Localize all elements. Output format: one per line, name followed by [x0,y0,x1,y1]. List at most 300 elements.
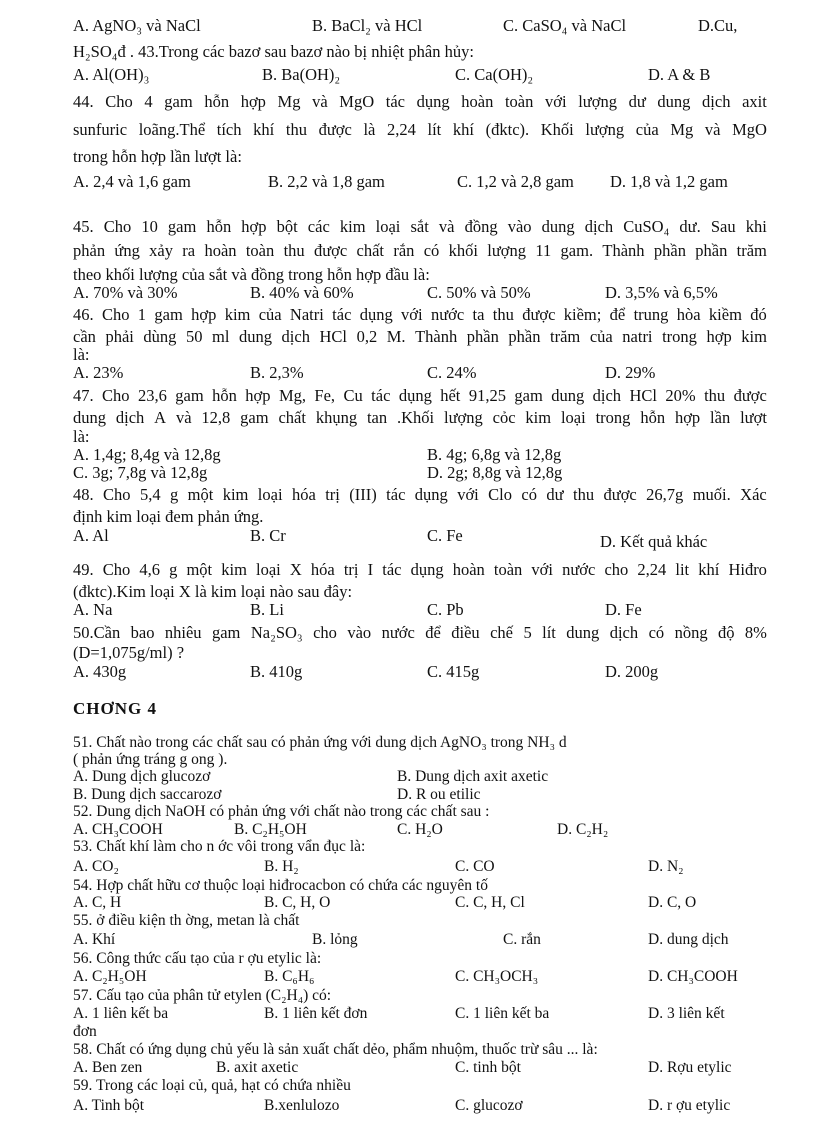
answer-option: B. 410g [250,662,303,681]
word: thu [283,241,305,260]
word: Khối [540,120,574,139]
answer-option: A. Dung dịch glucozơ [73,768,211,785]
word: tác [385,92,405,111]
word: 4 [144,92,153,111]
word: khụng [315,408,358,427]
word: lượng [444,408,483,427]
word: trị [343,560,359,579]
word: với [545,92,567,111]
answer-option: A. Ben zen [73,1059,143,1076]
question-line [73,305,767,325]
answer-option: B. lỏng [312,931,358,948]
word: của [635,120,659,139]
word: trung [633,305,669,324]
answer-option: A. CO₂ [73,858,119,875]
question-line: là: [73,427,90,446]
word: X [289,560,302,579]
word: và [704,120,721,139]
word: lít [427,120,442,139]
word: điều [451,623,480,642]
word: Cu [343,386,363,405]
word: một [186,560,213,579]
word: 20% [665,386,696,405]
word: dung [657,92,691,111]
question-line: (đktc).Kim loại X là kim loại nào sau đây: [73,582,353,601]
answer-option: C. 24% [427,363,477,382]
answer-option: A. 1,4g; 8,4g và 12,8g [73,445,221,464]
word: toàn [493,560,523,579]
word: gam [167,217,197,236]
question-line: theo khối lượng của sắt và đồng trong hỗn hợp đầu là: [73,265,430,284]
answer-option: A. C₂H₅OH [73,968,147,985]
word: 5,4 [139,485,161,504]
word: có [648,623,665,642]
word: lượt [740,408,767,427]
answer-option: D. C₂H₂ [557,821,609,838]
word: dư [546,485,564,504]
question-line [73,327,767,347]
word: Cho [101,305,130,324]
word: tác [371,386,391,405]
word: Cho [103,485,131,504]
answer-option: C. rắn [503,931,541,948]
word: dư. [679,217,701,236]
word: rắn [393,241,415,260]
chapter-heading: CHƠNG 4 [73,699,157,718]
answer-option: B. C₆H₆ [264,968,315,985]
answer-option: A. Al [73,526,109,545]
answer-option: C. 1,2 và 2,8 gam [457,172,574,191]
answer-option: C. H₂O [397,821,443,838]
word: được [313,241,348,260]
question-line: 56. Công thức cấu tạo của r ợu etylic là: [73,950,322,967]
word: 10 [141,217,158,236]
question-line [73,485,767,505]
word: cho [313,623,337,642]
word: Thành [602,241,645,260]
word: 46. [73,305,94,324]
word: Clo [488,485,513,504]
answer-option: A. 430g [73,662,127,681]
answer-option: D. 3,5% và 6,5% [605,283,718,302]
word: 48. [73,485,94,504]
word: 44. [73,92,94,111]
word: Natri [289,305,324,324]
question-line: 52. Dung dịch NaOH có phản ứng với chất nào trong các chất sau : [73,803,490,820]
word: HCl [319,327,348,346]
word: 4,6 [139,560,160,579]
answer-option: B. BaCl₂ và HCl [312,16,423,35]
word: loại [257,485,283,504]
answer-option: B. axit axetic [216,1059,299,1076]
word: Cho [105,92,133,111]
answer-option: C. Pb [427,600,464,619]
word: đó [750,305,767,324]
word: toàn [504,92,534,111]
word: (đktc). [485,120,530,139]
word: M. [386,327,406,346]
word: hóa [310,560,335,579]
word: ml [212,327,230,346]
question-line: ( phản ứng tráng g ong ). [73,751,228,768]
word: g [169,485,179,504]
word: bột [276,217,298,236]
answer-option: D. 1,8 và 1,2 gam [610,172,728,191]
word: dụng [359,305,393,324]
word: của [258,305,282,324]
word: trong [595,408,631,427]
word: Mg [670,120,694,139]
question-line: 57. Cấu tạo của phân tử etylen (C₂H₄) có: [73,987,332,1004]
word: hỗn [640,408,666,427]
word: trong [662,327,697,346]
word: sunfuric [73,120,128,139]
answer-option: C. 50% và 50% [427,283,531,302]
word: Mg [277,92,301,111]
word: phần [466,327,499,346]
word: Mg, [278,386,306,405]
answer-option: B. Li [250,600,284,619]
word: ra [182,241,196,260]
question-line: trong hỗn hợp lần lượt là: [73,147,242,166]
word: ứng [114,241,140,260]
word: lít [542,623,556,642]
word: dịch [115,408,145,427]
answer-option: A. 1 liên kết ba [73,1005,169,1022]
word: axit [742,92,767,111]
word: loại [256,560,281,579]
word: 50.Cần [73,623,121,642]
answer-option: D. 29% [605,363,656,382]
answer-option: D. r ợu etylic [648,1097,731,1114]
word: hỗn [212,386,237,405]
question-line [73,217,767,237]
word: kim [224,305,251,324]
word: tác [332,305,352,324]
answer-option: C. Fe [427,526,463,545]
word: hợp [245,386,271,405]
word: dịch [584,217,614,236]
word: cỏc [492,408,516,427]
word: tan [366,408,388,427]
answer-option: B. Dung dịch saccarozơ [73,786,222,803]
answer-option: D. Fe [605,600,642,619]
answer-option: D. N₂ [648,858,684,875]
word: xảy [149,241,173,260]
word: trăm [736,241,767,260]
word: kim [525,408,552,427]
answer-option: B. H₂ [264,858,299,875]
answer-option: C. 3g; 7,8g và 12,8g [73,463,208,482]
question-line: 54. Hợp chất hữu cơ thuộc loại hiđrocacbon có chứa các nguyên tố [73,877,488,894]
answer-option: B. Ba(OH)₂ [262,65,341,84]
word: hóa [291,485,316,504]
question-line: H₂SO₄đ . 43.Trong các bazơ sau bazơ nào bị nhiệt phân hủy: [73,42,474,61]
word: thu [704,386,726,405]
answer-option: B. 1 liên kết đơn [264,1005,368,1022]
word: phần [695,241,728,260]
word: kim [741,327,767,346]
word: kim [221,560,247,579]
question-line [73,120,767,140]
word: khí [253,120,275,139]
word: hợp [191,305,217,324]
word: phần [653,241,686,260]
word: dịch [609,623,639,642]
word: tác [382,560,402,579]
answer-option: D. CH₃COOH [648,968,738,985]
word: chế [490,623,514,642]
word: trăm [550,327,581,346]
question-line [73,92,767,112]
word: HCl [629,386,657,405]
answer-option: A. AgNO₃ và NaCl [73,16,201,35]
word: gam [154,305,183,324]
answer-option: C. CO [455,858,495,875]
answer-option: A. 70% và 30% [73,283,178,302]
question-line [73,241,767,261]
word: Thành [415,327,458,346]
word: trị [325,485,340,504]
question-line: 51. Chất nào trong các chất sau có phản ứng với dung dịch AgNO₃ trong NH₃ d [73,734,567,751]
word: gam [514,386,543,405]
answer-option: C. glucozơ [455,1097,523,1114]
word: nước [381,623,415,642]
word: khi [745,217,767,236]
word: được [318,120,352,139]
word: gam [240,408,269,427]
word: hết [440,386,461,405]
answer-option: C. CaSO₄ và NaCl [503,16,627,35]
answer-option: C. CH₃OCH₃ [455,968,539,985]
word: 47. [73,386,94,405]
word: dư [628,92,646,111]
word: dung [73,408,106,427]
word: Cho [102,560,131,579]
word: hỗn [206,217,232,236]
answer-option: D. 200g [605,662,659,681]
word: lượng [487,241,527,260]
question-line [73,386,767,406]
word: sắt [410,217,429,236]
word: nước [430,305,465,324]
answer-option: D. C, O [648,894,697,911]
word: nồng [674,623,708,642]
answer-option: C. tinh bột [455,1059,521,1076]
word: hỗn [204,92,230,111]
word: 8% [744,623,767,642]
word: loại [375,217,401,236]
word: gam [211,623,241,642]
word: A [154,408,167,427]
word: dung [566,623,600,642]
word: khối [448,241,478,260]
word: dịch [281,327,310,346]
word: được [603,485,637,504]
answer-option: A. Al(OH)₃ [73,65,150,84]
word: được [733,386,767,405]
word: dung [551,386,585,405]
word: 26,7g [646,485,684,504]
word: tích [216,120,242,139]
answer-option: A. Khí [73,931,116,948]
question-line: định kim loại đem phản ứng. [73,507,264,526]
answer-option: A. Na [73,600,113,619]
word: ta [472,305,485,324]
answer-option: B. 4g; 6,8g và 12,8g [427,445,562,464]
word: 2,24 [637,560,667,579]
word: và [438,217,455,236]
word: bao [130,623,155,642]
word: kim [339,217,366,236]
word: với [531,560,553,579]
answer-option: C. Ca(OH)₂ [455,65,534,84]
answer-option: B. C, H, O [264,894,331,911]
word: muối. [692,485,731,504]
word: tác [386,485,406,504]
word: dụng [414,485,448,504]
word: và [312,92,328,111]
word: đồng [464,217,498,236]
word: vào [347,623,372,642]
word: dụng [416,92,450,111]
word: một [187,485,214,504]
word: khí [698,560,720,579]
word: dụng [410,560,444,579]
word: kiềm [708,305,742,324]
word: hoàn [452,560,485,579]
word: hợp [674,408,701,427]
question-line: là: [73,345,90,364]
word: thu [492,305,514,324]
answer-option: B. 2,3% [250,363,304,382]
word: cho [604,560,629,579]
word: được [522,305,556,324]
word: nhiêu [164,623,202,642]
answer-option: D. dung dịch [648,931,729,948]
word: khí [452,120,474,139]
word: phải [105,327,134,346]
question-line: 59. Trong các loại củ, quả, hạt có chứa nhiều [73,1077,351,1094]
question-line [73,408,767,428]
word: hòa [676,305,701,324]
answer-option: C. 415g [427,662,480,681]
word: kiềm; [563,305,602,324]
word: của [589,327,613,346]
word: có [521,485,537,504]
word: MgO [732,120,767,139]
word: lượng [585,120,625,139]
answer-option: A. Tinh bột [73,1097,145,1114]
word: phản [73,241,106,260]
word: dịch [702,92,731,111]
answer-option: B. 40% và 60% [250,283,354,302]
answer-option: D. 2g; 8,8g và 12,8g [427,463,563,482]
question-line [73,560,767,580]
word: chất [278,408,306,427]
word: hợp [240,92,266,111]
word: dung [541,217,575,236]
word: độ [717,623,735,642]
word: dịch [592,386,622,405]
word: lit [675,560,690,579]
word: chất [356,241,385,260]
answer-option: B. 2,2 và 1,8 gam [268,172,385,191]
word: có [423,241,440,260]
word: toàn [245,241,275,260]
answer-option: C. 1 liên kết ba [455,1005,550,1022]
word: 0,2 [356,327,378,346]
word: 23,6 [137,386,167,405]
word: loại [560,408,586,427]
word: natri [622,327,653,346]
word: lần [710,408,731,427]
answer-option: B. Cr [250,526,286,545]
word: 45. [73,217,94,236]
answer-option: A. 2,4 và 1,6 gam [73,172,191,191]
word: 5 [523,623,532,642]
word: g [169,560,178,579]
word: (III) [349,485,377,504]
word: Xác [740,485,767,504]
word: và [175,408,192,427]
word: vào [507,217,532,236]
word: MgO [339,92,375,111]
question-line: 53. Chất khí làm cho n ớc vôi trong vẩn đục là: [73,838,366,855]
word: nước [562,560,596,579]
word: CuSO₄ [623,217,670,236]
word: Cho [102,386,130,405]
word: cần [73,327,96,346]
answer-option: A. C, H [73,894,122,911]
answer-option: D.Cu, [698,16,738,35]
answer-option: B. C₂H₅OH [234,821,307,838]
answer-option: B.xenlulozo [264,1097,340,1114]
word: Sau [710,217,736,236]
answer-option: D. R ou etilic [397,786,481,803]
word: phần [508,327,541,346]
word: hợp [241,217,267,236]
question-line: đơn [73,1023,97,1040]
word: 2,24 [387,120,416,139]
word: thu [573,485,595,504]
word: Cho [103,217,132,236]
answer-option: D. Rợu etylic [648,1059,732,1076]
question-line: 58. Chất có ứng dụng chủ yếu là sản xuất chất dẻo, phẩm nhuộm, thuốc trừ sâu ... là: [73,1041,598,1058]
word: 11 [535,241,552,260]
word: .Khối [397,408,435,427]
answer-option: D. A & B [648,65,711,84]
question-line: (D=1,075g/ml) ? [73,643,185,662]
answer-option: B. Dung dịch axit axetic [397,768,549,785]
word: 91,25 [468,386,506,405]
word: là [363,120,376,139]
word: với [457,485,479,504]
question-line [73,623,767,643]
word: dung [238,327,272,346]
word: loãng.Thể [138,120,206,139]
answer-option: D. Kết quả khác [600,532,708,551]
word: để [425,623,441,642]
word: 12,8 [201,408,231,427]
word: Na₂SO₃ [250,623,303,642]
word: gam [164,92,193,111]
word: Hiđro [728,560,767,579]
answer-option: D. 3 liên kết [648,1005,725,1022]
word: kim [222,485,249,504]
word: để [609,305,626,324]
word: lượng [578,92,617,111]
